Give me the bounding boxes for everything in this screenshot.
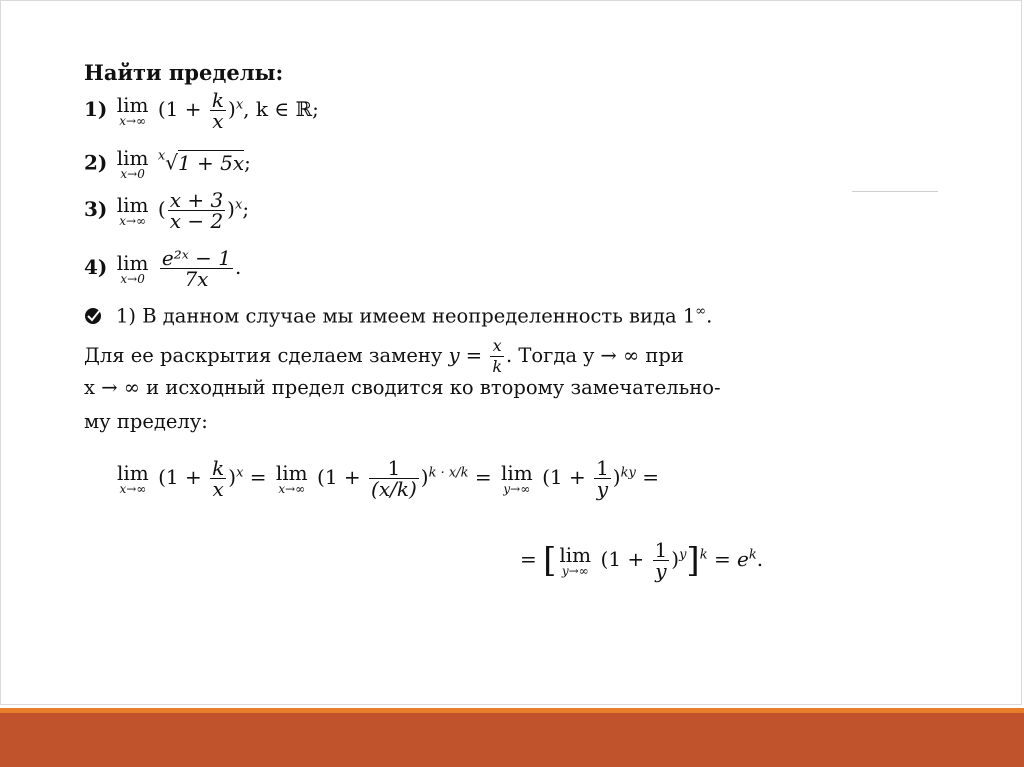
task-3: 3) lim x→∞ ( $\frac{x + 3}{x - 2}$ )$^x$; — [84, 188, 250, 233]
task-1: 1) lim x→∞ (1 + $\frac{k}{x}$ )$^x$, k ∈ ℝ; — [84, 88, 319, 133]
root-index: x — [157, 148, 166, 164]
limit-operator: lim y→∞ — [559, 542, 592, 578]
fraction: $\frac{1}{y}$ — [654, 538, 668, 583]
equation-line-1: lim x→∞ (1 + $\frac{k}{x}$ )$^x$ = lim x→∞ (1 + $\frac{1}{(x/k)}$ )$^{k \cdot x/k}$ = lim y→∞ (1 + $\frac{1}{y}$ )$^{ky}$ = — [117, 456, 659, 501]
limit-operator: lim x→∞ — [117, 460, 149, 496]
task-4: 4) lim x→0 $\frac{\text{e²ˣ − 1}}{7x}$ . — [84, 246, 242, 291]
solution-line-4: му пределу: — [84, 410, 208, 433]
fraction: $\frac{\text{e²ˣ − 1}}{7x}$ — [161, 246, 232, 291]
equation-line-2: = [ lim y→∞ (1 + $\frac{1}{y}$ )$^y]^k = e^k$. — [520, 538, 764, 583]
fraction: $\frac{x}{k}$ — [492, 336, 503, 376]
limit-operator: lim x→∞ — [275, 460, 308, 496]
task-number: 1) — [84, 97, 108, 121]
task-2: 2) lim x→0 $^x$√1 + 5x; — [84, 146, 251, 181]
solution-line-1: 1) В данном случае мы имеем неопределенность вида 1∞. — [84, 304, 712, 328]
fraction: $\frac{1}{y}$ — [596, 456, 609, 501]
fraction: $\frac{1}{(x/k)}$ — [371, 456, 417, 501]
solution-line-2: Для ее раскрытия сделаем замену y = $\frac{x}{k}$ . Тогда y → ∞ при — [84, 336, 684, 376]
task-number: 2) — [84, 150, 108, 175]
radicand: 1 + 5x — [177, 150, 245, 175]
fraction: $\frac{x + 3}{x - 2}$ — [169, 188, 224, 233]
bullet-icon — [84, 307, 106, 325]
limit-operator: lim x→∞ — [116, 192, 149, 228]
footer-band — [0, 713, 1024, 767]
fraction: $\frac{k}{x}$ — [212, 456, 225, 501]
limit-operator: lim x→0 — [116, 250, 149, 286]
decorative-line — [852, 191, 938, 192]
task-number: 4) — [84, 255, 108, 279]
limit-operator: lim y→∞ — [500, 460, 533, 496]
limit-operator: lim x→∞ — [116, 92, 149, 128]
limit-operator: lim x→0 — [116, 146, 149, 181]
fraction: $\frac{k}{x}$ — [211, 88, 224, 133]
solution-line-3: x → ∞ и исходный предел сводится ко второму замечательно- — [84, 376, 721, 399]
task-number: 3) — [84, 197, 108, 221]
radical-icon: √ — [165, 150, 178, 175]
slide-heading: Найти пределы: — [84, 60, 284, 85]
